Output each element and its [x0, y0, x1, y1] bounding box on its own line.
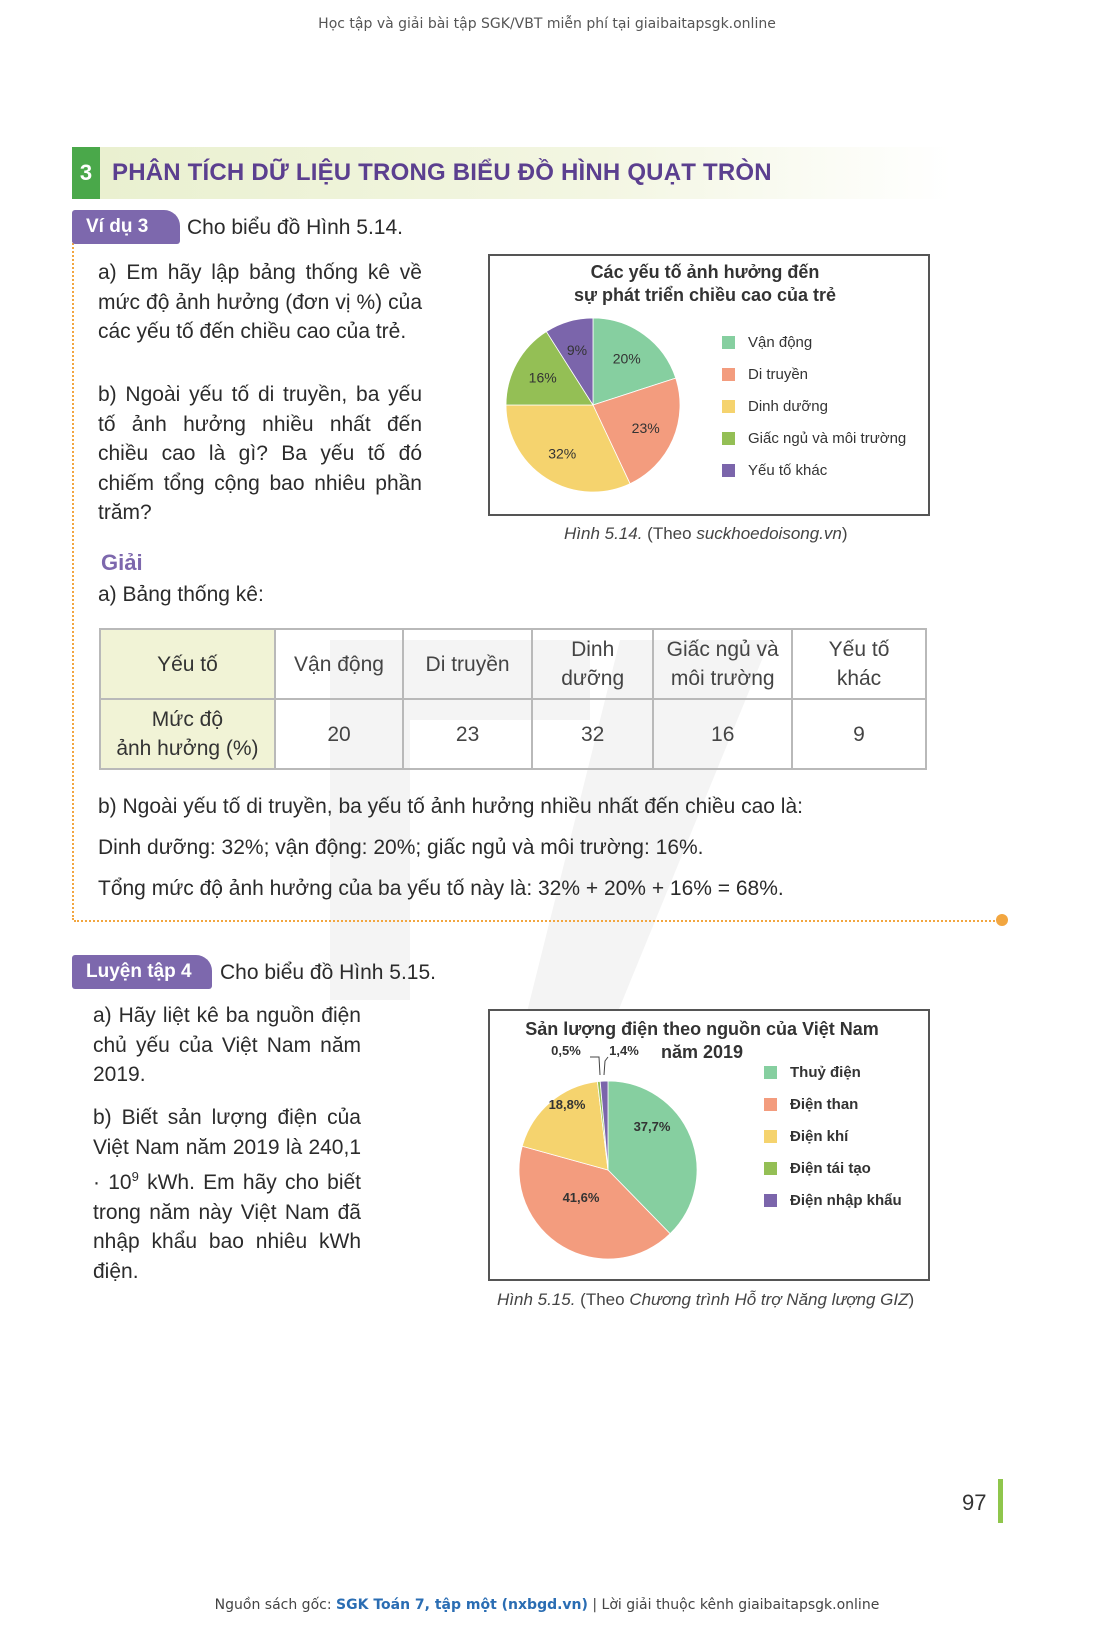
table-cell — [653, 629, 792, 699]
cell-line: môi trường — [670, 667, 775, 690]
slice-label: 18,8% — [548, 1097, 586, 1112]
chart-5-15 — [490, 1011, 928, 1279]
chart-title-line: Các yếu tố ảnh hưởng đến — [590, 262, 820, 282]
example-question-b: b) Ngoài yếu tố di truyền, ba yếu tố ảnh hưởng nhiều nhất đến chiều cao là gì? Ba yếu tố đó chiếm tổng cộng bao nhiêu phần trăm? — [98, 383, 422, 524]
legend-swatch — [764, 1162, 777, 1175]
slice-label: 37,7% — [633, 1119, 671, 1134]
slice-label: 0,5% — [551, 1043, 581, 1058]
page-number: 97 — [962, 1490, 987, 1515]
statistics-table — [99, 628, 927, 770]
chart-5-14-frame — [488, 254, 930, 516]
caption-number: Hình 5.15. — [497, 1290, 576, 1309]
solution-label: Giải — [101, 550, 143, 575]
slice-label: 41,6% — [562, 1190, 600, 1205]
legend-swatch — [722, 464, 735, 477]
exponent: 9 — [131, 1169, 139, 1184]
legend-label: Thuỷ điện — [790, 1064, 861, 1081]
example-border-dot — [996, 914, 1008, 926]
section-title: PHÂN TÍCH DỮ LIỆU TRONG BIỂU ĐỒ HÌNH QUẠT TRÒN — [112, 159, 772, 186]
caption-prefix: (Theo — [575, 1290, 630, 1309]
legend-swatch — [722, 368, 735, 381]
example-tag: Ví dụ 3 — [72, 210, 180, 244]
cell-line: Giấc ngủ và — [666, 638, 779, 661]
caption-suffix: ) — [841, 524, 848, 543]
practice-question-a: a) Hãy liệt kê ba nguồn điện chủ yếu của Việt Nam năm 2019. — [93, 1004, 361, 1086]
footer-source-link[interactable]: SGK Toán 7, tập một (nxbgd.vn) — [336, 1597, 588, 1613]
chart-title-line: năm 2019 — [660, 1042, 744, 1062]
slice-label: 32% — [548, 445, 577, 462]
chart-title-line: Sản lượng điện theo nguồn của Việt Nam — [525, 1019, 879, 1039]
answer-b-line-1: b) Ngoài yếu tố di truyền, ba yếu tố ảnh hưởng nhiều nhất đến chiều cao là: — [98, 795, 803, 818]
legend-swatch — [722, 432, 735, 445]
chart-5-15-frame — [488, 1009, 930, 1281]
chart-5-15-caption — [497, 1290, 914, 1310]
legend-swatch — [764, 1130, 777, 1143]
table-cell: 32 — [532, 699, 653, 769]
caption-prefix: (Theo — [642, 524, 697, 543]
slice-label: 23% — [631, 419, 660, 436]
cell-line: Yếu tố — [157, 652, 218, 676]
cell-line: ảnh hưởng (%) — [116, 737, 259, 760]
table-cell: 23 — [403, 699, 532, 769]
footer-suffix: | Lời giải thuộc kênh giaibaitapsgk.online — [587, 1597, 880, 1613]
table-row — [100, 699, 926, 769]
table-row — [100, 629, 926, 699]
legend-label: Di truyền — [748, 366, 809, 383]
answer-b-line-3: Tổng mức độ ảnh hưởng của ba yếu tố này là: 32% + 20% + 16% = 68%. — [98, 877, 784, 900]
chart-title — [574, 262, 836, 305]
page-footer — [0, 1597, 1094, 1613]
slice-label: 16% — [528, 369, 557, 386]
legend-swatch — [722, 400, 735, 413]
legend-swatch — [764, 1098, 777, 1111]
cell-line: Di truyền — [425, 652, 510, 676]
legend-label: Điện tái tạo — [790, 1160, 871, 1177]
question-b-text-end: kWh. Em hãy cho biết trong năm này Việt Nam đã nhập khẩu bao nhiêu kWh điện. — [93, 1171, 361, 1283]
table-cell — [403, 629, 532, 699]
legend-label: Yếu tố khác — [748, 462, 828, 479]
legend-label: Vận động — [748, 334, 813, 351]
footer-prefix: Nguồn sách gốc: — [214, 1597, 337, 1613]
table-cell — [532, 629, 653, 699]
chart-title-line: sự phát triển chiều cao của trẻ — [573, 285, 837, 305]
slice-label: 1,4% — [609, 1043, 639, 1058]
table-cell — [792, 629, 926, 699]
cell-line: Mức độ — [151, 708, 224, 731]
cell-line: dưỡng — [561, 667, 625, 690]
legend-swatch — [764, 1066, 777, 1079]
legend-label: Giấc ngủ và môi trường — [748, 430, 907, 447]
practice-tag: Luyện tập 4 — [72, 955, 212, 989]
table-cell: 20 — [275, 699, 403, 769]
example-question-a: a) Em hãy lập bảng thống kê về mức độ ảnh hưởng (đơn vị %) của các yếu tố đến chiều cao của trẻ. — [98, 261, 422, 343]
question-b-text: b) Biết sản lượng điện của Việt Nam năm 2019 là 240,1 · 10 — [93, 1106, 361, 1194]
example-border-bottom — [74, 920, 1002, 922]
table-cell — [100, 629, 275, 699]
cell-line: khác — [836, 667, 882, 690]
legend-swatch — [764, 1194, 777, 1207]
legend-swatch — [722, 336, 735, 349]
section-number: 3 — [72, 147, 100, 199]
legend-label: Dinh dưỡng — [748, 398, 828, 415]
caption-source: suckhoedoisong.vn — [696, 524, 842, 543]
table-cell: 9 — [792, 699, 926, 769]
table-cell — [275, 629, 403, 699]
label-leader-line — [590, 1057, 600, 1075]
label-leader-line — [604, 1057, 608, 1075]
chart-5-14-caption — [564, 524, 848, 544]
caption-suffix: ) — [908, 1290, 915, 1309]
legend-label: Điện than — [790, 1096, 859, 1113]
practice-lead: Cho biểu đồ Hình 5.15. — [220, 961, 436, 984]
answer-a-label: a) Bảng thống kê: — [98, 583, 264, 606]
table-cell — [100, 699, 275, 769]
cell-line: Dinh — [571, 638, 615, 661]
slice-label: 20% — [612, 350, 641, 367]
legend-label: Điện khí — [790, 1128, 849, 1145]
example-lead: Cho biểu đồ Hình 5.14. — [187, 216, 403, 239]
caption-number: Hình 5.14. — [564, 524, 643, 543]
cell-line: Vận động — [294, 652, 384, 676]
page-number-bar — [998, 1479, 1003, 1523]
legend-label: Điện nhập khẩu — [790, 1192, 902, 1209]
answer-b-line-2: Dinh dưỡng: 32%; vận động: 20%; giấc ngủ và môi trường: 16%. — [98, 836, 704, 859]
cell-line: Yếu tố — [828, 638, 890, 661]
slice-label: 9% — [566, 341, 588, 358]
caption-source: Chương trình Hỗ trợ Năng lượng GIZ — [629, 1290, 909, 1309]
practice-question-b — [93, 1103, 361, 1286]
page-header: Học tập và giải bài tập SGK/VBT miễn phí tại giaibaitapsgk.online — [318, 16, 776, 32]
chart-5-14 — [490, 256, 928, 514]
example-border-left — [72, 240, 74, 920]
table-cell: 16 — [653, 699, 792, 769]
